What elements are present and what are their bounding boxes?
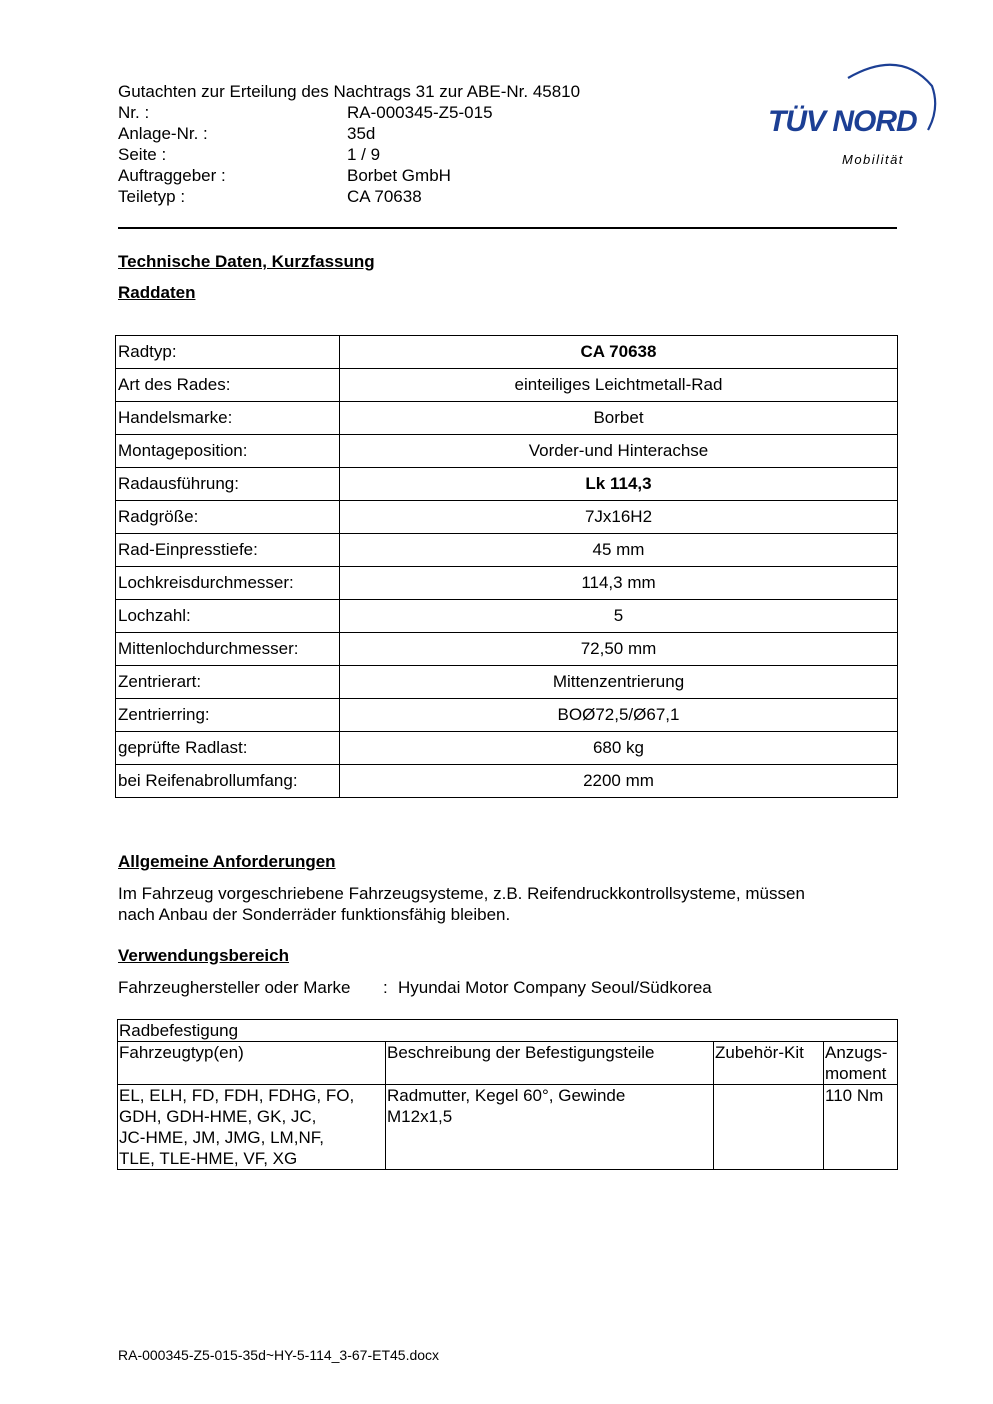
- row-value: 680 kg: [340, 732, 898, 765]
- row-value: Mittenzentrierung: [340, 666, 898, 699]
- section-verwendungsbereich: Verwendungsbereich: [118, 946, 289, 965]
- table-row: [116, 369, 898, 402]
- logo-brand: TÜV NORD: [768, 105, 917, 138]
- header-value: 1 / 9: [347, 145, 381, 164]
- row-value: 45 mm: [340, 534, 898, 567]
- footer-filename: RA-000345-Z5-015-35d~HY-5-114_3-67-ET45.docx: [118, 1347, 440, 1363]
- header-label: Teiletyp :: [118, 187, 186, 206]
- row-value: CA 70638: [340, 336, 898, 369]
- table-row: [116, 633, 898, 666]
- row-label: Zentrierart:: [116, 666, 340, 699]
- section-technische-daten: Technische Daten, Kurzfassung: [118, 252, 375, 271]
- table-row: [116, 699, 898, 732]
- row-value: 114,3 mm: [340, 567, 898, 600]
- table-row: [116, 336, 898, 369]
- header-beschreibung: Beschreibung der Befestigungsteile: [386, 1042, 714, 1085]
- row-value: 2200 mm: [340, 765, 898, 798]
- row-label: geprüfte Radlast:: [116, 732, 340, 765]
- allgemeine-text-line-2: nach Anbau der Sonderräder funktionsfähig bleiben.: [118, 905, 511, 924]
- header-divider: [118, 227, 897, 229]
- table-row: [116, 567, 898, 600]
- header-zubehoer-kit: Zubehör-Kit: [714, 1042, 824, 1085]
- table-row: [118, 1085, 898, 1170]
- row-value: Vorder-und Hinterachse: [340, 435, 898, 468]
- table-row: [116, 765, 898, 798]
- row-label: Art des Rades:: [116, 369, 340, 402]
- logo-subtitle: Mobilität: [842, 152, 904, 167]
- allgemeine-text-line-1: Im Fahrzeug vorgeschriebene Fahrzeugsysteme, z.B. Reifendruckkontrollsysteme, müssen: [118, 884, 805, 903]
- row-value: Lk 114,3: [340, 468, 898, 501]
- header-value: RA-000345-Z5-015: [347, 103, 493, 122]
- header-value: Borbet GmbH: [347, 166, 451, 185]
- table-row: [116, 666, 898, 699]
- radbefestigung-table: [117, 1019, 898, 1170]
- header-label: Auftraggeber :: [118, 166, 226, 185]
- section-raddaten: Raddaten: [118, 283, 196, 302]
- section-allgemeine-anforderungen: Allgemeine Anforderungen: [118, 852, 336, 871]
- header-value: 35d: [347, 124, 376, 143]
- cell-anzugsmoment: 110 Nm: [824, 1085, 898, 1170]
- row-label: Radgröße:: [116, 501, 340, 534]
- row-label: bei Reifenabrollumfang:: [116, 765, 340, 798]
- table-row: [116, 468, 898, 501]
- beschreibung-line: M12x1,5: [387, 1107, 453, 1126]
- fahrzeugtyp-line: JC-HME, JM, JMG, LM,NF,: [119, 1128, 324, 1147]
- row-value: 7Jx16H2: [340, 501, 898, 534]
- row-label: Handelsmarke:: [116, 402, 340, 435]
- row-label: Rad-Einpresstiefe:: [116, 534, 340, 567]
- verwendung-separator: :: [383, 978, 388, 997]
- header-anzugsmoment-line-2: moment: [825, 1064, 887, 1083]
- beschreibung-line: Radmutter, Kegel 60°, Gewinde: [387, 1086, 626, 1105]
- table-row: [116, 732, 898, 765]
- cell-fahrzeugtypen: [118, 1085, 386, 1170]
- header-anzugsmoment: [824, 1042, 898, 1085]
- verwendung-label: Fahrzeughersteller oder Marke: [118, 978, 351, 997]
- row-value: BOØ72,5/Ø67,1: [340, 699, 898, 732]
- fahrzeugtyp-line: GDH, GDH-HME, GK, JC,: [119, 1107, 317, 1126]
- row-label: Radausführung:: [116, 468, 340, 501]
- cell-beschreibung: [386, 1085, 714, 1170]
- row-value: einteiliges Leichtmetall-Rad: [340, 369, 898, 402]
- table-row: [116, 402, 898, 435]
- row-label: Lochkreisdurchmesser:: [116, 567, 340, 600]
- row-label: Mittenlochdurchmesser:: [116, 633, 340, 666]
- row-value: 72,50 mm: [340, 633, 898, 666]
- fahrzeugtyp-line: EL, ELH, FD, FDH, FDHG, FO,: [119, 1086, 355, 1105]
- radbefestigung-title: Radbefestigung: [118, 1020, 898, 1042]
- table-row: [116, 501, 898, 534]
- row-label: Radtyp:: [116, 336, 340, 369]
- header-label: Anlage-Nr. :: [118, 124, 208, 143]
- document-title: Gutachten zur Erteilung des Nachtrags 31 zur ABE-Nr. 45810: [118, 82, 581, 101]
- row-value: 5: [340, 600, 898, 633]
- table-header-row: [118, 1042, 898, 1085]
- table-row: [116, 600, 898, 633]
- row-label: Montageposition:: [116, 435, 340, 468]
- table-row: [116, 435, 898, 468]
- row-label: Zentrierring:: [116, 699, 340, 732]
- header-fahrzeugtyp: Fahrzeugtyp(en): [118, 1042, 386, 1085]
- table-row: [116, 534, 898, 567]
- cell-zubehoer-kit: [714, 1085, 824, 1170]
- raddaten-table: [115, 335, 898, 798]
- row-value: Borbet: [340, 402, 898, 435]
- table-title-row: [118, 1020, 898, 1042]
- header-label: Nr. :: [118, 103, 150, 122]
- header-value: CA 70638: [347, 187, 422, 206]
- row-label: Lochzahl:: [116, 600, 340, 633]
- header-anzugsmoment-line-1: Anzugs-: [825, 1043, 888, 1062]
- header-label: Seite :: [118, 145, 167, 164]
- fahrzeugtyp-line: TLE, TLE-HME, VF, XG: [119, 1149, 298, 1168]
- verwendung-value: Hyundai Motor Company Seoul/Südkorea: [398, 978, 712, 997]
